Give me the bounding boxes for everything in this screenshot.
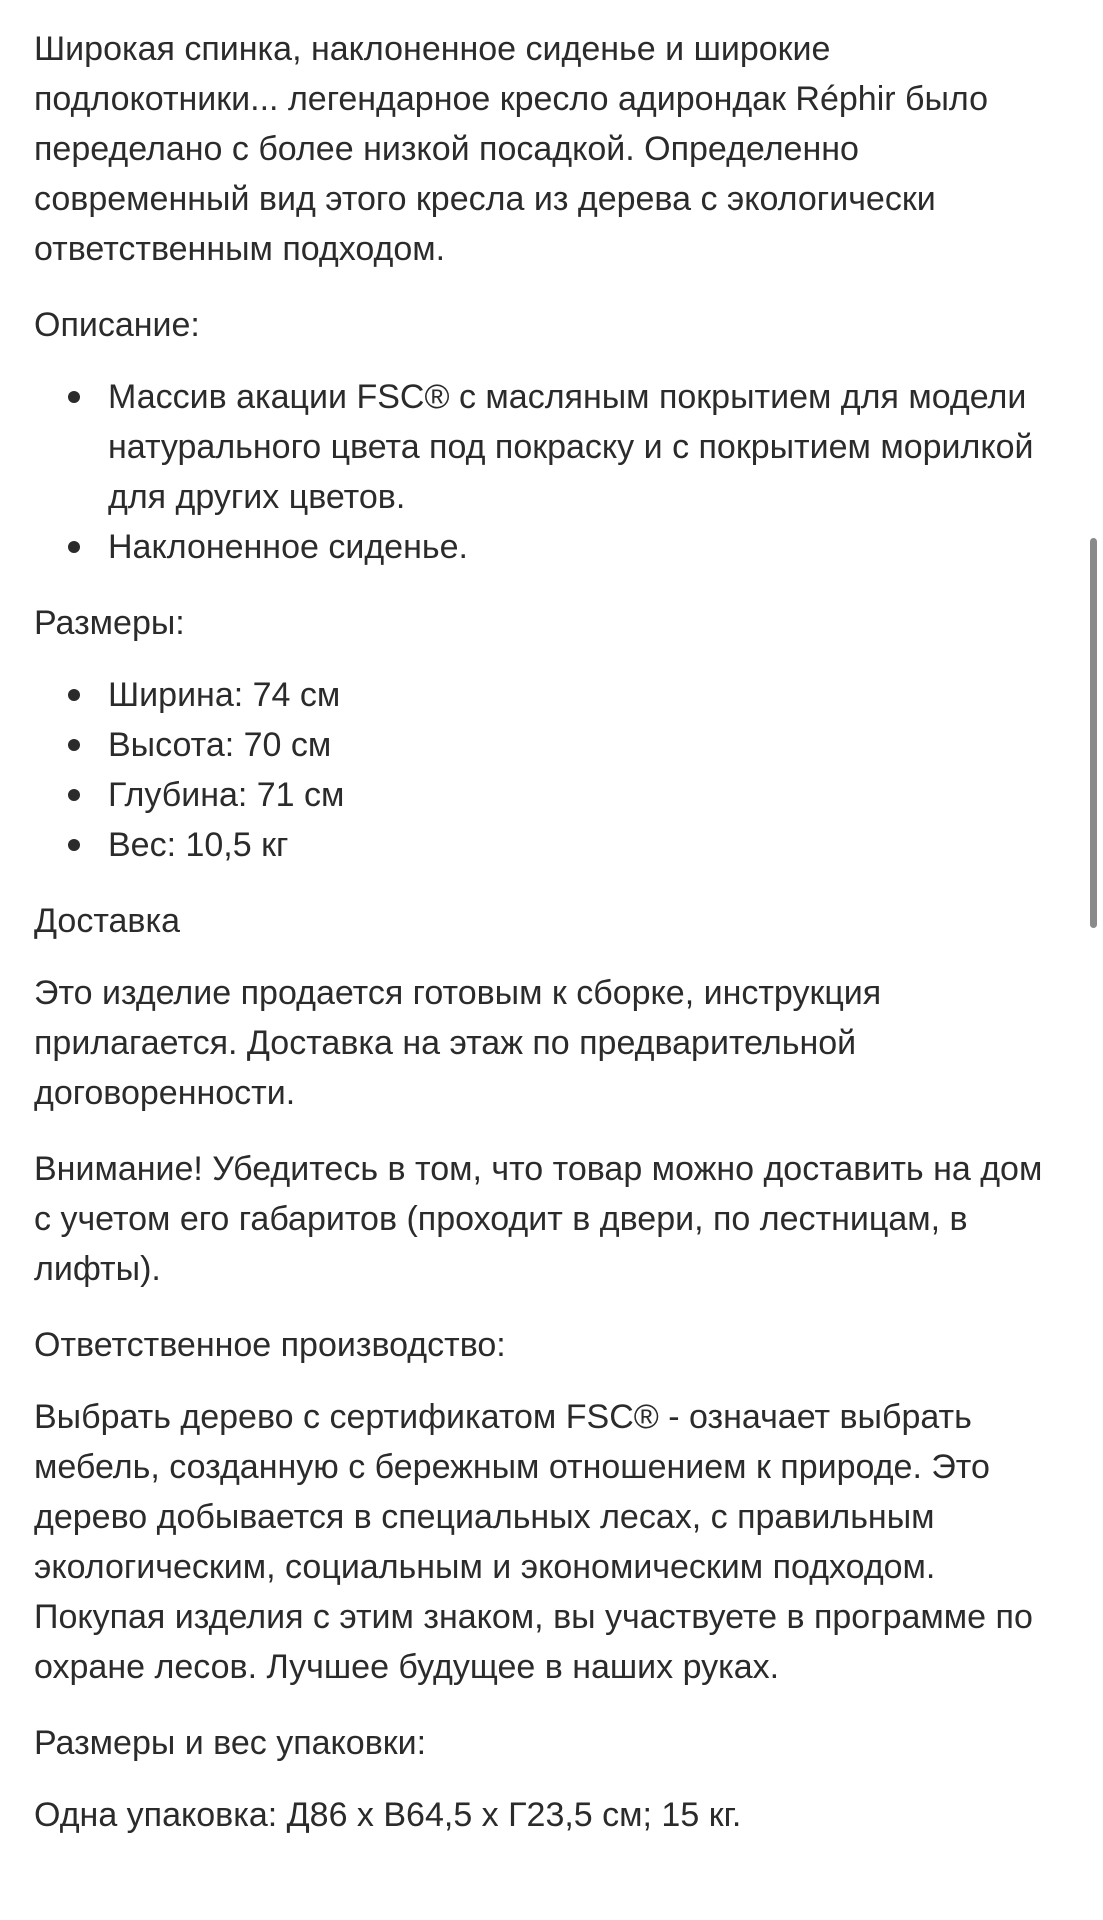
delivery-paragraph: Это изделие продается готовым к сборке, инструкция прилагается. Доставка на этаж по предварительной договоренности. bbox=[34, 974, 882, 1112]
features-list bbox=[34, 372, 1064, 572]
features-heading: Описание: bbox=[34, 306, 200, 344]
list-item: Наклоненное сиденье. bbox=[108, 522, 1064, 572]
list-item: Массив акации FSC® с масляным покрытием для модели натурального цвета под покраску и с покрытием морилкой для других цветов. bbox=[108, 372, 1064, 522]
production-heading: Ответственное производство: bbox=[34, 1326, 506, 1364]
list-item: Ширина: 74 см bbox=[108, 670, 1064, 720]
warning-paragraph: Внимание! Убедитесь в том, что товар можно доставить на дом с учетом его габаритов (проходит в двери, по лестницам, в лифты). bbox=[34, 1150, 1043, 1288]
list-item: Вес: 10,5 кг bbox=[108, 820, 1064, 870]
delivery-heading: Доставка bbox=[34, 902, 181, 940]
dimensions-list bbox=[34, 670, 1064, 870]
production-paragraph: Выбрать дерево с сертификатом FSC® - означает выбрать мебель, созданную с бережным отношением к природе. Это дерево добывается в специальных лесах, с правильным экологическим, социальным и экономическим подходом. Покупая изделия с этим знаком, вы участвуете в программе по охране лесов. Лучшее будущее в наших руках. bbox=[34, 1398, 1033, 1686]
list-item: Высота: 70 см bbox=[108, 720, 1064, 770]
scrollbar-thumb[interactable] bbox=[1090, 538, 1097, 928]
dimensions-heading: Размеры: bbox=[34, 604, 185, 642]
list-item: Глубина: 71 см bbox=[108, 770, 1064, 820]
product-description bbox=[34, 24, 1064, 1866]
intro-paragraph: Широкая спинка, наклоненное сиденье и широкие подлокотники... легендарное кресло адирондак Réphir было переделано с более низкой посадкой. Определенно современный вид этого кресла из дерева с экологически ответственным подходом. bbox=[34, 30, 989, 268]
package-paragraph: Одна упаковка: Д86 x В64,5 x Г23,5 см; 15 кг. bbox=[34, 1796, 742, 1834]
package-heading: Размеры и вес упаковки: bbox=[34, 1724, 427, 1762]
